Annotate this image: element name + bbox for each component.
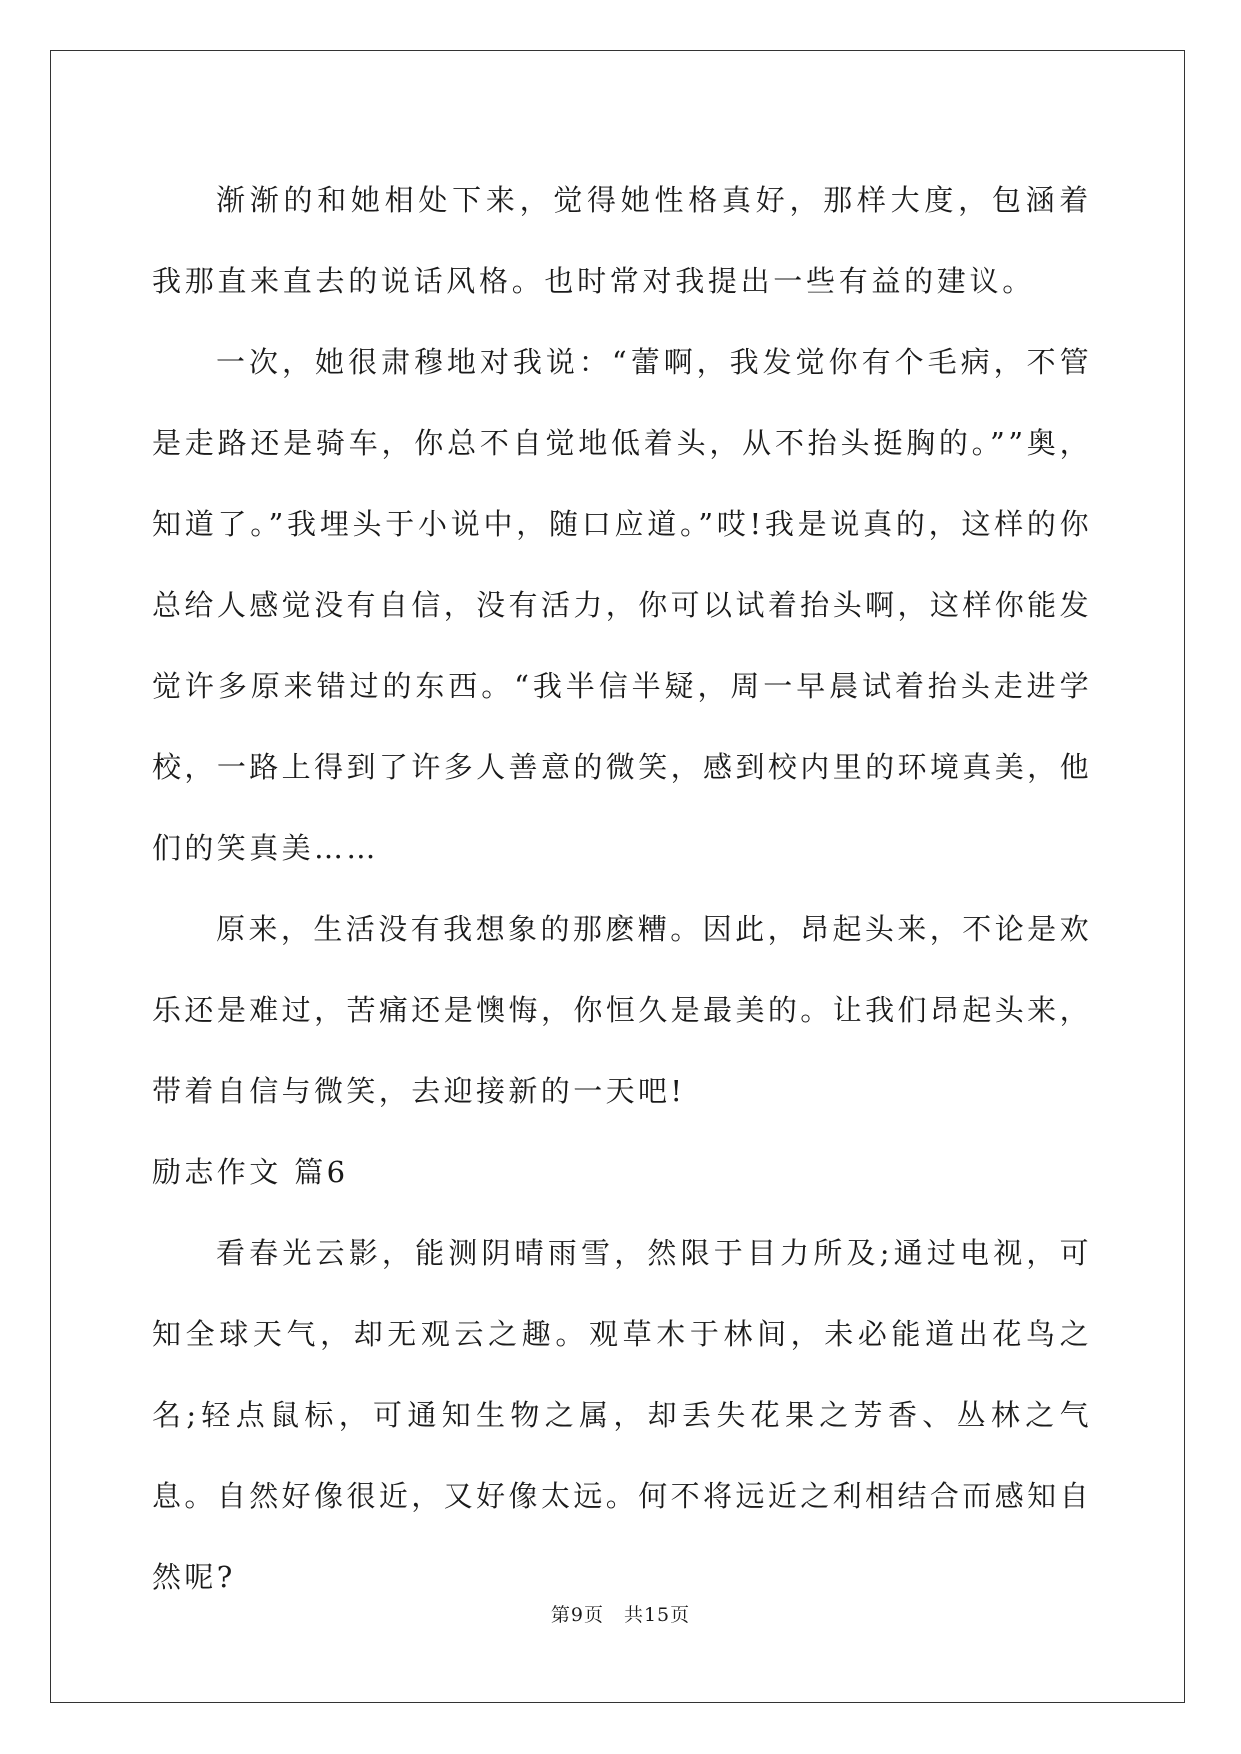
paragraph: 原来，生活没有我想象的那麽糟。因此，昂起头来，不论是欢乐还是难过，苦痛还是懊悔，你恒久是最美的。让我们昂起头来，带着自信与微笑，去迎接新的一天吧!: [152, 912, 1092, 1108]
page-footer: [0, 1601, 1241, 1629]
document-body: [152, 160, 1092, 1618]
page-total: 共15页: [623, 1604, 691, 1626]
paragraph: 看春光云影，能测阴晴雨雪，然限于目力所及;通过电视，可知全球天气，却无观云之趣。观草木于林间，未必能道出花鸟之名;轻点鼠标，可通知生物之属，却丢失花果之芳香、丛林之气息。自然好像很近，又好像太远。何不将远近之利相结合而感知自然呢?: [152, 1236, 1092, 1594]
paragraph: 渐渐的和她相处下来，觉得她性格真好，那样大度，包涵着我那直来直去的说话风格。也时常对我提出一些有益的建议。: [152, 183, 1092, 298]
paragraph: 一次，她很肃穆地对我说：“蕾啊，我发觉你有个毛病，不管是走路还是骑车，你总不自觉地低着头，从不抬头挺胸的。””奥，知道了。”我埋头于小说中，随口应道。”哎!我是说真的，这样的你总给人感觉没有自信，没有活力，你可以试着抬头啊，这样你能发觉许多原来错过的东西。“我半信半疑，周一早晨试着抬头走进学校，一路上得到了许多人善意的微笑，感到校内里的环境真美，他们的笑真美……: [152, 345, 1092, 865]
section-heading: 励志作文 篇6: [152, 1155, 349, 1189]
page-number: 第9页: [550, 1604, 604, 1626]
